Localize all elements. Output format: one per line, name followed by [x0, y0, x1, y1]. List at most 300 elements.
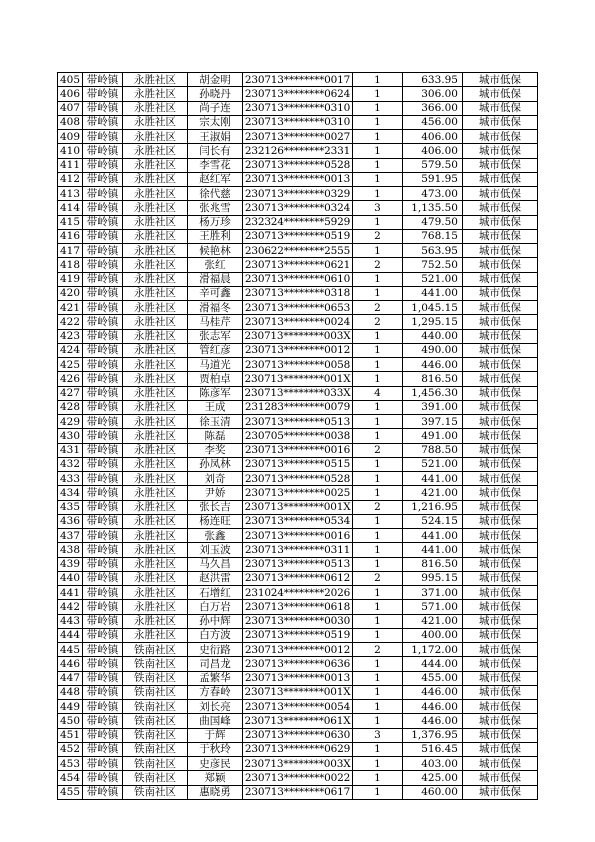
cell-name: 赵红军	[188, 172, 243, 186]
cell-aid-type: 城市低保	[463, 201, 538, 215]
cell-amount: 788.50	[403, 443, 463, 457]
cell-name: 杨连旺	[188, 514, 243, 528]
cell-town: 带岭镇	[83, 671, 123, 685]
cell-name: 张鑫	[188, 529, 243, 543]
cell-household-size: 1	[353, 757, 403, 771]
cell-name: 闫长有	[188, 144, 243, 158]
table-row	[58, 514, 538, 528]
cell-aid-type: 城市低保	[463, 742, 538, 756]
cell-town: 带岭镇	[83, 372, 123, 386]
cell-community: 永胜社区	[123, 628, 188, 642]
cell-town: 带岭镇	[83, 600, 123, 614]
cell-community: 铁南社区	[123, 643, 188, 657]
cell-community: 永胜社区	[123, 244, 188, 258]
cell-household-size: 1	[353, 272, 403, 286]
cell-id-number: 230713********0618	[243, 600, 353, 614]
cell-aid-type: 城市低保	[463, 771, 538, 785]
cell-amount: 563.95	[403, 244, 463, 258]
cell-name: 曲国峰	[188, 714, 243, 728]
cell-id-number: 230622********2555	[243, 244, 353, 258]
cell-household-size: 1	[353, 286, 403, 300]
cell-town: 带岭镇	[83, 514, 123, 528]
cell-id-number: 230713********0054	[243, 700, 353, 714]
cell-amount: 479.50	[403, 215, 463, 229]
cell-town: 带岭镇	[83, 728, 123, 742]
cell-aid-type: 城市低保	[463, 429, 538, 443]
cell-name: 候艳林	[188, 244, 243, 258]
cell-household-size: 1	[353, 244, 403, 258]
cell-community: 铁南社区	[123, 700, 188, 714]
cell-household-size: 2	[353, 443, 403, 457]
cell-household-size: 1	[353, 87, 403, 101]
cell-id-number: 230713********0513	[243, 415, 353, 429]
table-row	[58, 286, 538, 300]
cell-id-number: 230713********0022	[243, 771, 353, 785]
cell-town: 带岭镇	[83, 614, 123, 628]
cell-id-number: 230713********0012	[243, 643, 353, 657]
cell-town: 带岭镇	[83, 73, 123, 87]
cell-id-number: 230705********0038	[243, 429, 353, 443]
cell-amount: 440.00	[403, 329, 463, 343]
cell-id-number: 230713********0310	[243, 115, 353, 129]
cell-name: 尚子连	[188, 101, 243, 115]
cell-household-size: 1	[353, 543, 403, 557]
cell-town: 带岭镇	[83, 101, 123, 115]
cell-household-size: 1	[353, 172, 403, 186]
cell-community: 永胜社区	[123, 457, 188, 471]
cell-id-number: 231283********0079	[243, 400, 353, 414]
cell-row-number: 411	[58, 158, 83, 172]
cell-community: 永胜社区	[123, 443, 188, 457]
cell-id-number: 230713********0630	[243, 728, 353, 742]
cell-town: 带岭镇	[83, 229, 123, 243]
table-row	[58, 172, 538, 186]
cell-aid-type: 城市低保	[463, 472, 538, 486]
cell-id-number: 230713********0629	[243, 742, 353, 756]
cell-id-number: 230713********003X	[244, 330, 351, 343]
cell-name: 惠晓勇	[188, 785, 243, 799]
cell-row-number: 429	[58, 415, 83, 429]
cell-name: 白方波	[188, 628, 243, 642]
cell-community: 永胜社区	[123, 586, 188, 600]
cell-row-number: 444	[58, 628, 83, 642]
cell-household-size: 1	[353, 144, 403, 158]
cell-aid-type: 城市低保	[463, 628, 538, 642]
cell-name: 马久昌	[188, 557, 243, 571]
cell-name: 杨万珍	[188, 215, 243, 229]
cell-aid-type: 城市低保	[463, 258, 538, 272]
cell-row-number: 430	[58, 429, 83, 443]
cell-row-number: 434	[58, 486, 83, 500]
cell-amount: 1,376.95	[403, 728, 463, 742]
cell-aid-type: 城市低保	[463, 144, 538, 158]
cell-name: 张红	[188, 258, 243, 272]
cell-community: 永胜社区	[123, 600, 188, 614]
cell-row-number: 426	[58, 372, 83, 386]
cell-name: 孟繁华	[188, 671, 243, 685]
cell-amount: 1,172.00	[403, 643, 463, 657]
cell-aid-type: 城市低保	[463, 757, 538, 771]
cell-community: 永胜社区	[123, 172, 188, 186]
cell-town: 带岭镇	[83, 785, 123, 799]
cell-community: 铁南社区	[123, 685, 188, 699]
cell-row-number: 421	[58, 301, 83, 315]
cell-town: 带岭镇	[83, 443, 123, 457]
cell-household-size: 1	[353, 415, 403, 429]
cell-household-size: 2	[353, 258, 403, 272]
cell-amount: 441.00	[403, 472, 463, 486]
cell-amount: 446.00	[403, 700, 463, 714]
cell-id-number: 230713********0612	[243, 571, 353, 585]
cell-id-number: 230713********0519	[243, 229, 353, 243]
cell-id-number: 230713********0513	[243, 557, 353, 571]
table-row	[58, 258, 538, 272]
cell-aid-type: 城市低保	[463, 614, 538, 628]
table-row	[58, 101, 538, 115]
cell-row-number: 441	[58, 586, 83, 600]
table-row	[58, 785, 538, 799]
cell-aid-type: 城市低保	[463, 785, 538, 799]
cell-name: 孙凤林	[188, 457, 243, 471]
cell-row-number: 419	[58, 272, 83, 286]
cell-amount: 456.00	[403, 115, 463, 129]
cell-community: 永胜社区	[123, 115, 188, 129]
cell-name: 于秋玲	[188, 742, 243, 756]
cell-town: 带岭镇	[83, 457, 123, 471]
cell-town: 带岭镇	[83, 742, 123, 756]
table-row	[58, 329, 538, 343]
cell-amount: 421.00	[403, 614, 463, 628]
table-row	[58, 386, 538, 400]
cell-household-size: 1	[353, 343, 403, 357]
cell-amount: 455.00	[403, 671, 463, 685]
cell-name: 司昌龙	[188, 657, 243, 671]
cell-household-size: 1	[353, 486, 403, 500]
cell-aid-type: 城市低保	[463, 286, 538, 300]
cell-town: 带岭镇	[83, 301, 123, 315]
cell-household-size: 2	[353, 229, 403, 243]
cell-community: 铁南社区	[123, 671, 188, 685]
cell-household-size: 1	[353, 514, 403, 528]
cell-aid-type: 城市低保	[463, 130, 538, 144]
cell-row-number: 453	[58, 757, 83, 771]
table-row	[58, 87, 538, 101]
cell-aid-type: 城市低保	[463, 714, 538, 728]
cell-amount: 400.00	[403, 628, 463, 642]
cell-aid-type: 城市低保	[463, 343, 538, 357]
cell-id-number: 230713********001X	[244, 686, 351, 699]
cell-name: 马道光	[188, 358, 243, 372]
cell-name: 张兆雪	[188, 201, 243, 215]
cell-town: 带岭镇	[83, 714, 123, 728]
cell-town: 带岭镇	[83, 543, 123, 557]
cell-amount: 441.00	[403, 543, 463, 557]
cell-name: 孙中辉	[188, 614, 243, 628]
cell-row-number: 440	[58, 571, 83, 585]
cell-town: 带岭镇	[83, 529, 123, 543]
cell-amount: 768.15	[403, 229, 463, 243]
cell-id-number: 230713********0534	[243, 514, 353, 528]
table-row	[58, 472, 538, 486]
cell-community: 永胜社区	[123, 201, 188, 215]
cell-community: 永胜社区	[123, 229, 188, 243]
cell-town: 带岭镇	[83, 144, 123, 158]
cell-aid-type: 城市低保	[463, 415, 538, 429]
cell-amount: 995.15	[403, 571, 463, 585]
cell-community: 永胜社区	[123, 286, 188, 300]
table-row	[58, 685, 538, 699]
cell-community: 永胜社区	[123, 486, 188, 500]
cell-amount: 444.00	[403, 657, 463, 671]
table-row	[58, 415, 538, 429]
cell-name: 王胜利	[188, 229, 243, 243]
cell-name: 李雪花	[188, 158, 243, 172]
table-row	[58, 187, 538, 201]
cell-amount: 473.00	[403, 187, 463, 201]
cell-community: 永胜社区	[123, 614, 188, 628]
cell-household-size: 1	[353, 529, 403, 543]
cell-row-number: 408	[58, 115, 83, 129]
cell-town: 带岭镇	[83, 172, 123, 186]
cell-aid-type: 城市低保	[463, 301, 538, 315]
table-row	[58, 343, 538, 357]
cell-name: 陈彦军	[188, 386, 243, 400]
relief-roster-table	[57, 72, 538, 800]
cell-aid-type: 城市低保	[463, 586, 538, 600]
cell-id-number: 230713********0016	[243, 443, 353, 457]
cell-amount: 406.00	[403, 144, 463, 158]
cell-town: 带岭镇	[83, 657, 123, 671]
cell-id-number: 230713********0519	[243, 628, 353, 642]
cell-community: 铁南社区	[123, 757, 188, 771]
table-row	[58, 429, 538, 443]
cell-aid-type: 城市低保	[463, 700, 538, 714]
cell-aid-type: 城市低保	[463, 244, 538, 258]
cell-name: 刘奇	[188, 472, 243, 486]
cell-id-number: 230713********0515	[243, 457, 353, 471]
cell-aid-type: 城市低保	[463, 329, 538, 343]
table-row	[58, 215, 538, 229]
cell-household-size: 1	[353, 429, 403, 443]
cell-community: 铁南社区	[123, 728, 188, 742]
cell-id-number: 230713********0610	[243, 272, 353, 286]
cell-amount: 816.50	[403, 372, 463, 386]
cell-id-number: 230713********0318	[243, 286, 353, 300]
cell-household-size: 1	[353, 158, 403, 172]
cell-community: 永胜社区	[123, 429, 188, 443]
cell-town: 带岭镇	[83, 571, 123, 585]
cell-id-number: 230713********0012	[243, 343, 353, 357]
table-row	[58, 244, 538, 258]
cell-household-size: 2	[353, 301, 403, 315]
cell-name: 刘长亮	[188, 700, 243, 714]
cell-row-number: 428	[58, 400, 83, 414]
cell-row-number: 447	[58, 671, 83, 685]
cell-id-number: 230713********0058	[243, 358, 353, 372]
cell-aid-type: 城市低保	[463, 187, 538, 201]
cell-aid-type: 城市低保	[463, 115, 538, 129]
cell-community: 永胜社区	[123, 101, 188, 115]
cell-town: 带岭镇	[83, 685, 123, 699]
cell-amount: 460.00	[403, 785, 463, 799]
table-row	[58, 457, 538, 471]
cell-id-number: 230713********0624	[243, 87, 353, 101]
cell-town: 带岭镇	[83, 201, 123, 215]
cell-amount: 371.00	[403, 586, 463, 600]
table-row	[58, 301, 538, 315]
table-row	[58, 728, 538, 742]
cell-amount: 441.00	[403, 286, 463, 300]
cell-row-number: 423	[58, 329, 83, 343]
cell-community: 永胜社区	[123, 358, 188, 372]
cell-id-number: 230713********0310	[243, 101, 353, 115]
cell-town: 带岭镇	[83, 386, 123, 400]
cell-aid-type: 城市低保	[463, 400, 538, 414]
cell-town: 带岭镇	[83, 757, 123, 771]
cell-community: 永胜社区	[123, 158, 188, 172]
cell-town: 带岭镇	[83, 643, 123, 657]
cell-household-size: 1	[353, 215, 403, 229]
cell-amount: 446.00	[403, 685, 463, 699]
cell-community: 永胜社区	[123, 315, 188, 329]
cell-household-size: 3	[353, 728, 403, 742]
cell-town: 带岭镇	[83, 400, 123, 414]
cell-community: 永胜社区	[123, 87, 188, 101]
cell-amount: 406.00	[403, 130, 463, 144]
cell-town: 带岭镇	[83, 429, 123, 443]
cell-community: 永胜社区	[123, 272, 188, 286]
cell-community: 永胜社区	[123, 529, 188, 543]
cell-name: 陈磊	[188, 429, 243, 443]
cell-id-number: 230713********0636	[243, 657, 353, 671]
cell-row-number: 445	[58, 643, 83, 657]
cell-name: 于辉	[188, 728, 243, 742]
table-row	[58, 229, 538, 243]
cell-amount: 516.45	[403, 742, 463, 756]
cell-id-number: 230713********0528	[243, 158, 353, 172]
cell-amount: 752.50	[403, 258, 463, 272]
cell-row-number: 449	[58, 700, 83, 714]
cell-household-size: 2	[353, 643, 403, 657]
cell-row-number: 405	[58, 73, 83, 87]
cell-id-number: 231024********2026	[243, 586, 353, 600]
cell-town: 带岭镇	[83, 315, 123, 329]
cell-household-size: 1	[353, 742, 403, 756]
cell-community: 铁南社区	[123, 771, 188, 785]
cell-row-number: 432	[58, 457, 83, 471]
cell-name: 徐玉清	[188, 415, 243, 429]
cell-town: 带岭镇	[83, 628, 123, 642]
table-row	[58, 586, 538, 600]
cell-id-number: 230713********0621	[243, 258, 353, 272]
cell-amount: 425.00	[403, 771, 463, 785]
cell-household-size: 1	[353, 771, 403, 785]
table-row	[58, 144, 538, 158]
cell-id-number: 230713********0329	[243, 187, 353, 201]
cell-household-size: 2	[353, 315, 403, 329]
cell-id-number: 230713********0653	[243, 301, 353, 315]
cell-aid-type: 城市低保	[463, 215, 538, 229]
cell-community: 铁南社区	[123, 714, 188, 728]
cell-name: 滑福冬	[188, 301, 243, 315]
cell-household-size: 1	[353, 73, 403, 87]
cell-town: 带岭镇	[83, 115, 123, 129]
table-row	[58, 201, 538, 215]
cell-town: 带岭镇	[83, 244, 123, 258]
cell-aid-type: 城市低保	[463, 101, 538, 115]
cell-name: 尹娇	[188, 486, 243, 500]
table-row	[58, 315, 538, 329]
cell-row-number: 412	[58, 172, 83, 186]
cell-aid-type: 城市低保	[463, 728, 538, 742]
cell-id-number: 230713********0024	[243, 315, 353, 329]
cell-amount: 591.95	[403, 172, 463, 186]
cell-id-number: 230713********0025	[243, 486, 353, 500]
cell-town: 带岭镇	[83, 286, 123, 300]
cell-name: 李奖	[188, 443, 243, 457]
cell-household-size: 1	[353, 614, 403, 628]
cell-town: 带岭镇	[83, 215, 123, 229]
cell-name: 刘玉波	[188, 543, 243, 557]
cell-row-number: 424	[58, 343, 83, 357]
table-row	[58, 571, 538, 585]
cell-aid-type: 城市低保	[463, 443, 538, 457]
cell-aid-type: 城市低保	[463, 457, 538, 471]
cell-community: 永胜社区	[123, 400, 188, 414]
cell-household-size: 1	[353, 372, 403, 386]
table-row	[58, 600, 538, 614]
cell-community: 铁南社区	[123, 742, 188, 756]
cell-household-size: 1	[353, 329, 403, 343]
cell-community: 永胜社区	[123, 472, 188, 486]
cell-household-size: 1	[353, 657, 403, 671]
cell-name: 郑颖	[188, 771, 243, 785]
cell-amount: 1,045.15	[403, 301, 463, 315]
cell-name: 张志军	[188, 329, 243, 343]
table-row	[58, 486, 538, 500]
cell-row-number: 438	[58, 543, 83, 557]
table-row	[58, 643, 538, 657]
cell-row-number: 422	[58, 315, 83, 329]
cell-town: 带岭镇	[83, 130, 123, 144]
cell-household-size: 4	[353, 386, 403, 400]
cell-aid-type: 城市低保	[463, 358, 538, 372]
cell-id-number: 230713********0013	[243, 671, 353, 685]
cell-community: 永胜社区	[123, 258, 188, 272]
cell-household-size: 1	[353, 700, 403, 714]
cell-household-size: 1	[353, 586, 403, 600]
cell-community: 永胜社区	[123, 543, 188, 557]
cell-amount: 1,135.50	[403, 201, 463, 215]
cell-name: 贾柏卓	[188, 372, 243, 386]
cell-name: 辛可鑫	[188, 286, 243, 300]
cell-community: 永胜社区	[123, 144, 188, 158]
cell-name: 石增红	[188, 586, 243, 600]
cell-name: 王淑娟	[188, 130, 243, 144]
cell-id-number: 230713********0311	[243, 543, 353, 557]
cell-row-number: 446	[58, 657, 83, 671]
cell-amount: 366.00	[403, 101, 463, 115]
cell-aid-type: 城市低保	[463, 87, 538, 101]
cell-amount: 521.00	[403, 457, 463, 471]
cell-id-number: 230713********0017	[243, 73, 353, 87]
cell-household-size: 1	[353, 130, 403, 144]
cell-amount: 446.00	[403, 714, 463, 728]
cell-amount: 403.00	[403, 757, 463, 771]
cell-name: 史彦民	[188, 757, 243, 771]
cell-id-number: 232126********2331	[243, 144, 353, 158]
table-row	[58, 372, 538, 386]
